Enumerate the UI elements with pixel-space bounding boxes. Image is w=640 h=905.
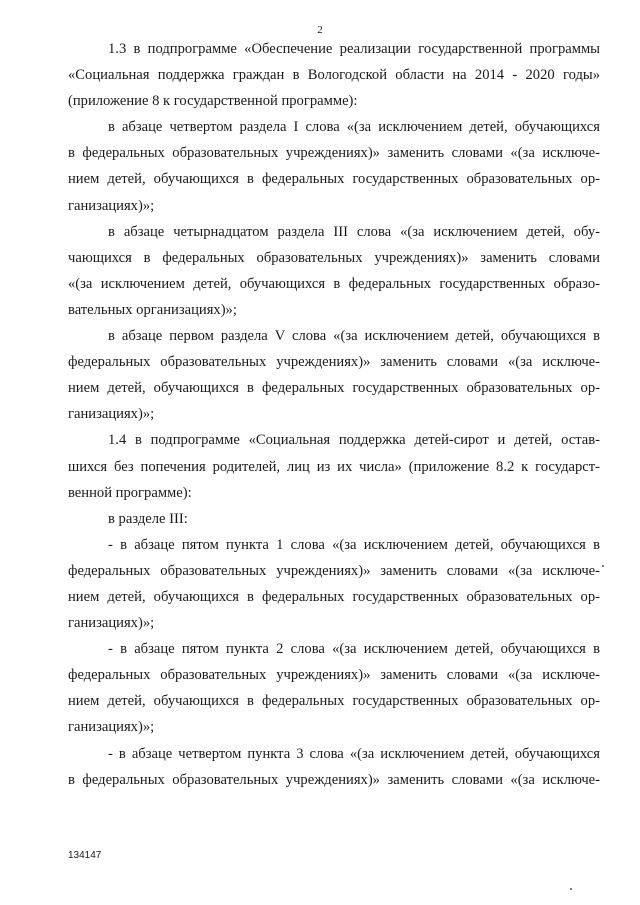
text-line: федеральных образовательных учреждениях)» заменить словами «(за исключе- <box>68 667 600 684</box>
document-body <box>68 36 600 793</box>
page-number: 2 <box>317 24 323 36</box>
text-line: в абзаце четырнадцатом раздела III слова «(за исключением детей, обу- <box>108 223 600 240</box>
list-item-point-1 <box>68 532 600 636</box>
text-line: - в абзаце пятом пункта 2 слова «(за исключением детей, обучающихся в <box>108 641 600 658</box>
paragraph-1-4-intro <box>68 427 600 505</box>
paragraph-section-3-heading <box>68 506 600 532</box>
paragraph-1-3-intro <box>68 36 600 114</box>
paragraph-section-3 <box>68 219 600 323</box>
text-line: вательных организациях)»; <box>68 301 237 318</box>
text-line: - в абзаце четвертом пункта 3 слова «(за исключением детей, обучающихся <box>108 745 600 762</box>
text-line: в федеральных образовательных учреждениях)» заменить словами «(за исключе- <box>68 145 600 162</box>
text-line: «Социальная поддержка граждан в Вологодской области на 2014 - 2020 годы» <box>68 67 600 84</box>
paragraph-section-1 <box>68 114 600 218</box>
text-line: в федеральных образовательных учреждениях)» заменить словами «(за исключе- <box>68 771 600 788</box>
text-line: шихся без попечения родителей, лиц из их числа» (приложение 8.2 к государст- <box>68 458 600 475</box>
text-line: (приложение 8 к государственной программе): <box>68 93 358 110</box>
text-line: ганизациях)»; <box>68 197 155 214</box>
text-line: 1.4 в подпрограмме «Социальная поддержка детей-сирот и детей, остав- <box>108 432 600 449</box>
paragraph-section-5 <box>68 323 600 427</box>
document-code: 134147 <box>68 850 102 861</box>
text-line: нием детей, обучающихся в федеральных государственных образовательных ор- <box>68 171 600 188</box>
text-line: в разделе III: <box>108 510 188 527</box>
text-line: в абзаце четвертом раздела I слова «(за исключением детей, обучающихся <box>108 119 600 136</box>
text-line: федеральных образовательных учреждениях)» заменить словами «(за исключе- <box>68 354 600 371</box>
text-line: нием детей, обучающихся в федеральных государственных образовательных ор- <box>68 380 600 397</box>
list-item-point-2 <box>68 636 600 740</box>
text-line: федеральных образовательных учреждениях)» заменить словами «(за исключе- <box>68 562 600 579</box>
text-line: венной программе): <box>68 484 192 501</box>
list-item-point-3 <box>68 741 600 793</box>
text-line: чающихся в федеральных образовательных учреждениях)» заменить словами <box>68 249 600 266</box>
text-line: в абзаце первом раздела V слова «(за исключением детей, обучающихся в <box>108 328 600 345</box>
scan-speck <box>602 565 604 567</box>
text-line: ганизациях)»; <box>68 406 155 423</box>
text-line: нием детей, обучающихся в федеральных государственных образовательных ор- <box>68 693 600 710</box>
text-line: ганизациях)»; <box>68 719 155 736</box>
text-line: - в абзаце пятом пункта 1 слова «(за исключением детей, обучающихся в <box>108 536 600 553</box>
text-line: нием детей, обучающихся в федеральных государственных образовательных ор- <box>68 588 600 605</box>
text-line: «(за исключением детей, обучающихся в федеральных государственных образо- <box>68 275 600 292</box>
text-line: 1.3 в подпрограмме «Обеспечение реализации государственной программы <box>108 41 600 57</box>
text-line: ганизациях)»; <box>68 615 155 632</box>
scan-speck <box>570 888 572 890</box>
